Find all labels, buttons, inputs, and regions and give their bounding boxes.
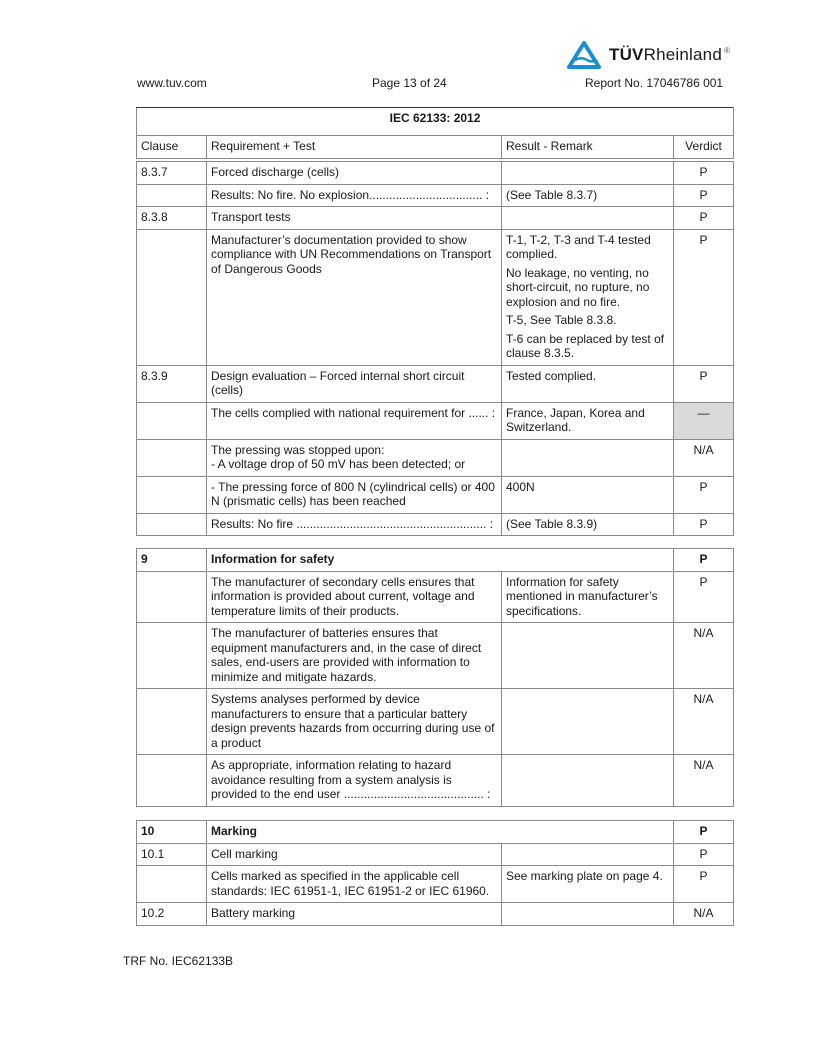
result-cell [502, 755, 674, 807]
verdict-cell: P [674, 162, 734, 185]
verdict-cell: N/A [674, 903, 734, 926]
section-9-title: Information for safety [207, 549, 674, 572]
table-row [137, 843, 734, 866]
table-row [137, 162, 734, 185]
verdict-cell: P [674, 571, 734, 623]
verdict-cell: P [674, 229, 734, 365]
requirement-cell: Results: No fire ......................................................... : [207, 513, 502, 536]
result-text: See marking plate on page 4. [506, 869, 663, 883]
result-text: Information for safety mentioned in manufacturer’s specifications. [506, 574, 658, 618]
verdict-cell: N/A [674, 623, 734, 689]
page-number: Page 13 of 24 [372, 76, 447, 90]
result-cell [502, 402, 674, 439]
requirement-cell: As appropriate, information relating to hazard avoidance resulting from a system analysis is provided to the end user .......................................... : [207, 755, 502, 807]
report-number: Report No. 17046786 001 [585, 76, 724, 90]
requirement-cell: Transport tests [207, 207, 502, 230]
table-row [137, 903, 734, 926]
result-text: Tested complied. [506, 368, 597, 383]
section-8-table [136, 161, 734, 536]
table-row [137, 402, 734, 439]
trf-number: TRF No. IEC62133B [123, 954, 234, 968]
table-row [137, 755, 734, 807]
clause-cell: 8.3.8 [137, 207, 207, 230]
clause-cell: 10.1 [137, 843, 207, 866]
result-cell [502, 571, 674, 623]
requirement-cell: Forced discharge (cells) [207, 162, 502, 185]
result-cell [502, 513, 674, 536]
verdict-cell: — [674, 402, 734, 439]
table-row [137, 623, 734, 689]
clause-cell [137, 866, 207, 903]
table-row [137, 476, 734, 513]
result-cell [502, 476, 674, 513]
result-text: T-1, T-2, T-3 and T-4 tested complied. [506, 232, 651, 261]
tuv-rheinland-logo [567, 40, 730, 70]
clause-cell: 8.3.7 [137, 162, 207, 185]
requirement-cell: The manufacturer of secondary cells ensures that information is provided about current, voltage and temperature limits of their products. [207, 571, 502, 623]
section-10-table [136, 820, 734, 926]
requirement-cell: Cells marked as specified in the applicable cell standards: IEC 61951-1, IEC 61951-2 or IEC 61960. [207, 866, 502, 903]
result-cell [502, 866, 674, 903]
result-cell [502, 365, 674, 402]
clause-cell [137, 689, 207, 755]
verdict-cell: N/A [674, 439, 734, 476]
standard-title: IEC 62133: 2012 [137, 108, 734, 136]
table-header [136, 107, 734, 159]
clause-cell [137, 184, 207, 207]
requirement-cell: The pressing was stopped upon: - A voltage drop of 50 mV has been detected; or [207, 439, 502, 476]
result-cell [502, 162, 674, 185]
clause-cell [137, 439, 207, 476]
result-text: T-6 can be replaced by test of clause 8.3.5. [506, 331, 665, 360]
verdict-cell: N/A [674, 689, 734, 755]
clause-cell [137, 229, 207, 365]
result-cell [502, 207, 674, 230]
verdict-cell: P [674, 866, 734, 903]
table-row [137, 866, 734, 903]
requirement-cell: Manufacturer’s documentation provided to show compliance with UN Recommendations on Transport of Dangerous Goods [207, 229, 502, 365]
table-row [137, 513, 734, 536]
result-text: 400N [506, 479, 535, 494]
section-9-clause: 9 [137, 549, 207, 572]
result-cell [502, 623, 674, 689]
requirement-cell: - The pressing force of 800 N (cylindrical cells) or 400 N (prismatic cells) has been reached [207, 476, 502, 513]
section-9-table [136, 548, 734, 807]
result-cell [502, 229, 674, 365]
table-row [137, 184, 734, 207]
col-header-result: Result - Remark [502, 136, 674, 159]
result-text: T-5, See Table 8.3.8. [506, 313, 617, 327]
requirement-cell: Cell marking [207, 843, 502, 866]
verdict-cell: N/A [674, 755, 734, 807]
section-10-verdict: P [674, 821, 734, 844]
requirement-cell: The cells complied with national requirement for ...... : [207, 402, 502, 439]
clause-cell [137, 755, 207, 807]
requirement-cell: Design evaluation – Forced internal short circuit (cells) [207, 365, 502, 402]
requirement-cell: Systems analyses performed by device manufacturers to ensure that a particular battery design prevents hazards from occurring during use of a product [207, 689, 502, 755]
table-row [137, 689, 734, 755]
clause-cell: 10.2 [137, 903, 207, 926]
verdict-cell: P [674, 365, 734, 402]
verdict-cell: P [674, 513, 734, 536]
clause-cell: 8.3.9 [137, 365, 207, 402]
result-cell [502, 184, 674, 207]
verdict-cell: P [674, 476, 734, 513]
result-text: No leakage, no venting, no short-circuit, no rupture, no explosion and no fire. [506, 265, 650, 309]
table-row [137, 229, 734, 365]
requirement-cell: Results: No fire. No explosion.................................. : [207, 184, 502, 207]
clause-cell [137, 476, 207, 513]
result-cell [502, 689, 674, 755]
logo-wordmark: TÜVRheinland ® [609, 45, 731, 64]
section-10-title: Marking [207, 821, 674, 844]
col-header-verdict: Verdict [674, 136, 734, 159]
section-9-verdict: P [674, 549, 734, 572]
result-text: (See Table 8.3.9) [506, 516, 598, 531]
table-row [137, 365, 734, 402]
requirement-cell: The manufacturer of batteries ensures that equipment manufacturers and, in the case of direct sales, end-users are provided with information to minimize and mitigate hazards. [207, 623, 502, 689]
requirement-cell: Battery marking [207, 903, 502, 926]
clause-cell [137, 571, 207, 623]
result-cell [502, 903, 674, 926]
table-row [137, 207, 734, 230]
website-url: www.tuv.com [137, 76, 207, 90]
verdict-cell: P [674, 184, 734, 207]
clause-cell [137, 623, 207, 689]
result-text: (See Table 8.3.7) [506, 187, 598, 202]
verdict-cell: P [674, 843, 734, 866]
verdict-cell: P [674, 207, 734, 230]
clause-cell [137, 402, 207, 439]
result-cell [502, 439, 674, 476]
clause-cell [137, 513, 207, 536]
table-row [137, 439, 734, 476]
result-text: France, Japan, Korea and Switzerland. [506, 405, 645, 434]
tuv-triangle-icon [567, 41, 601, 69]
table-row [137, 571, 734, 623]
col-header-clause: Clause [137, 136, 207, 159]
col-header-requirement: Requirement + Test [207, 136, 502, 159]
result-cell [502, 843, 674, 866]
section-10-clause: 10 [137, 821, 207, 844]
